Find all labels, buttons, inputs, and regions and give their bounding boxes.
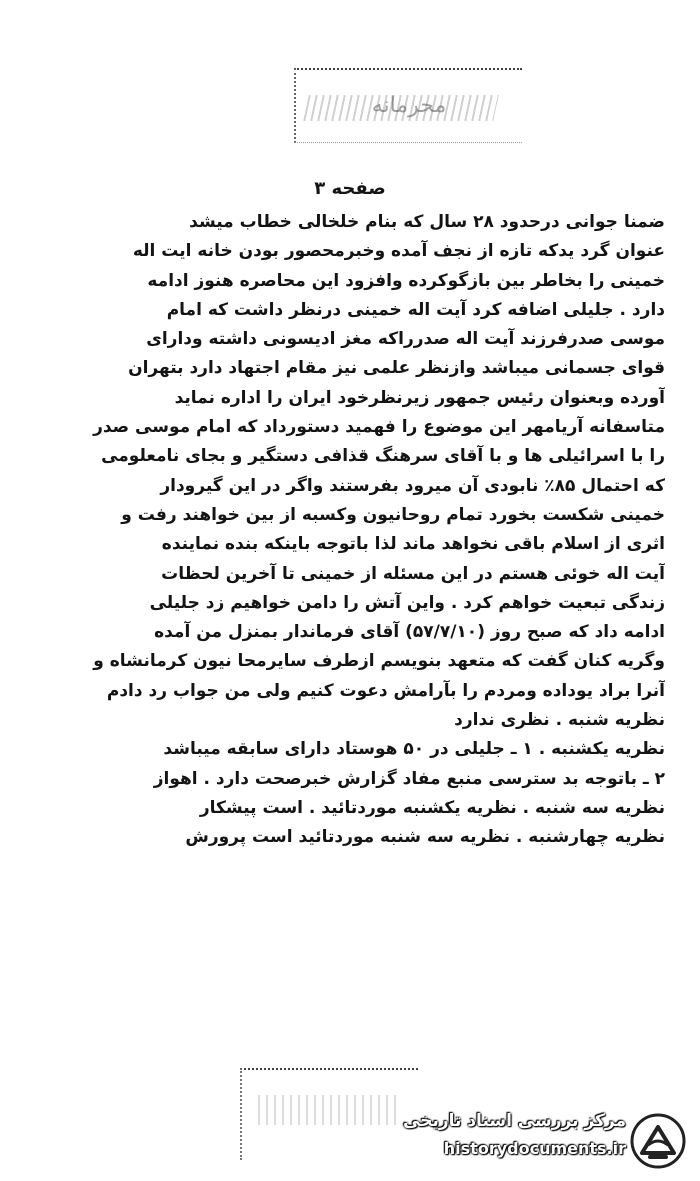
text-line: عنوان گرد یدکه تازه از نجف آمده وخبرمحصور بودن خانه ایت اله <box>132 241 665 262</box>
text-line: متاسفانه آریامهر این موضوع را فهمید دستورداد که امام موسی صدر <box>93 417 665 438</box>
page-number-heading: صفحه ۳ <box>314 178 386 199</box>
text-line: ادامه داد که صبح روز (۵۷/۷/۱۰) آقای فرماندار بمنزل من آمده <box>154 622 665 643</box>
text-line: خمینی شکست بخورد تمام روحانیون وکسبه از بین خواهند رفت و <box>121 504 665 525</box>
watermark-url: historydocuments.ir <box>443 1139 626 1158</box>
watermark-title: مرکز بررسی اسناد تاریخی <box>403 1111 626 1131</box>
text-line: نظریه شنبه . نظری ندارد <box>454 710 665 731</box>
history-documents-logo-icon <box>630 1113 686 1169</box>
text-line: آورده وبعنوان رئیس جمهور زیرنظرخود ایران را اداره نماید <box>174 387 665 408</box>
text-line: خمینی را بخاطر بین بازگوکرده وافزود این محاصره هنوز ادامه <box>147 270 665 291</box>
bottom-stamp-texture <box>258 1095 398 1125</box>
text-line: زندگی تبعیت خواهم کرد . واین آتش را دامن خواهیم زد جلیلی <box>149 592 665 613</box>
text-line: ضمنا جوانی درحدود ۲۸ سال که بنام خلخالی خطاب میشد <box>189 212 665 232</box>
text-line: ۲ ـ باتوجه بد سترسی منبع مفاد گزارش خبرصحت دارد . اهواز <box>153 768 665 789</box>
text-line: دارد . جلیلی اضافه کرد آیت اله خمینی درنظر داشت که امام <box>166 299 665 320</box>
archive-watermark <box>402 1109 692 1173</box>
text-line: نظریه چهارشنبه . نظریه سه شنبه موردتائید است پرورش <box>185 827 665 848</box>
text-line: نظریه یکشنبه . ۱ ـ جلیلی در ۵۰ هوستاد دارای سابقه میباشد <box>163 739 665 760</box>
classification-stamp: محرمانه <box>371 93 447 118</box>
text-line: موسی صدرفرزند آیت اله صدرراکه مغز ادیسونی داشته ودارای <box>146 329 665 350</box>
text-line: وگریه کنان گفت که متعهد بنویسم ازطرف سایرمحا نیون کرمانشاه و <box>93 651 665 672</box>
text-line: قوای جسمانی میباشد وازنظر علمی نیز مقام اجتهاد دارد بتهران <box>128 358 665 379</box>
text-line: آنرا براد یوداده ومردم را بآرامش دعوت کنیم ولی من جواب رد دادم <box>106 680 665 701</box>
text-line: را با اسرائیلی ها و با آقای سرهنگ قذافی دستگیر و بجای نامعلومی <box>101 446 665 467</box>
text-line: که احتمال ۸۵٪ نابودی آن میرود بفرستند واگر در این گیرودار <box>160 475 665 496</box>
text-line: آیت اله خوئی هستم در این مسئله از خمینی تا آخرین لحظات <box>161 563 665 584</box>
text-line: اثری از اسلام باقی نخواهد ماند لذا باتوجه باینکه بنده نماینده <box>161 534 665 555</box>
report-body <box>50 208 665 853</box>
text-line: نظریه سه شنبه . نظریه یکشنبه موردتائید . است پیشکار <box>199 797 665 818</box>
